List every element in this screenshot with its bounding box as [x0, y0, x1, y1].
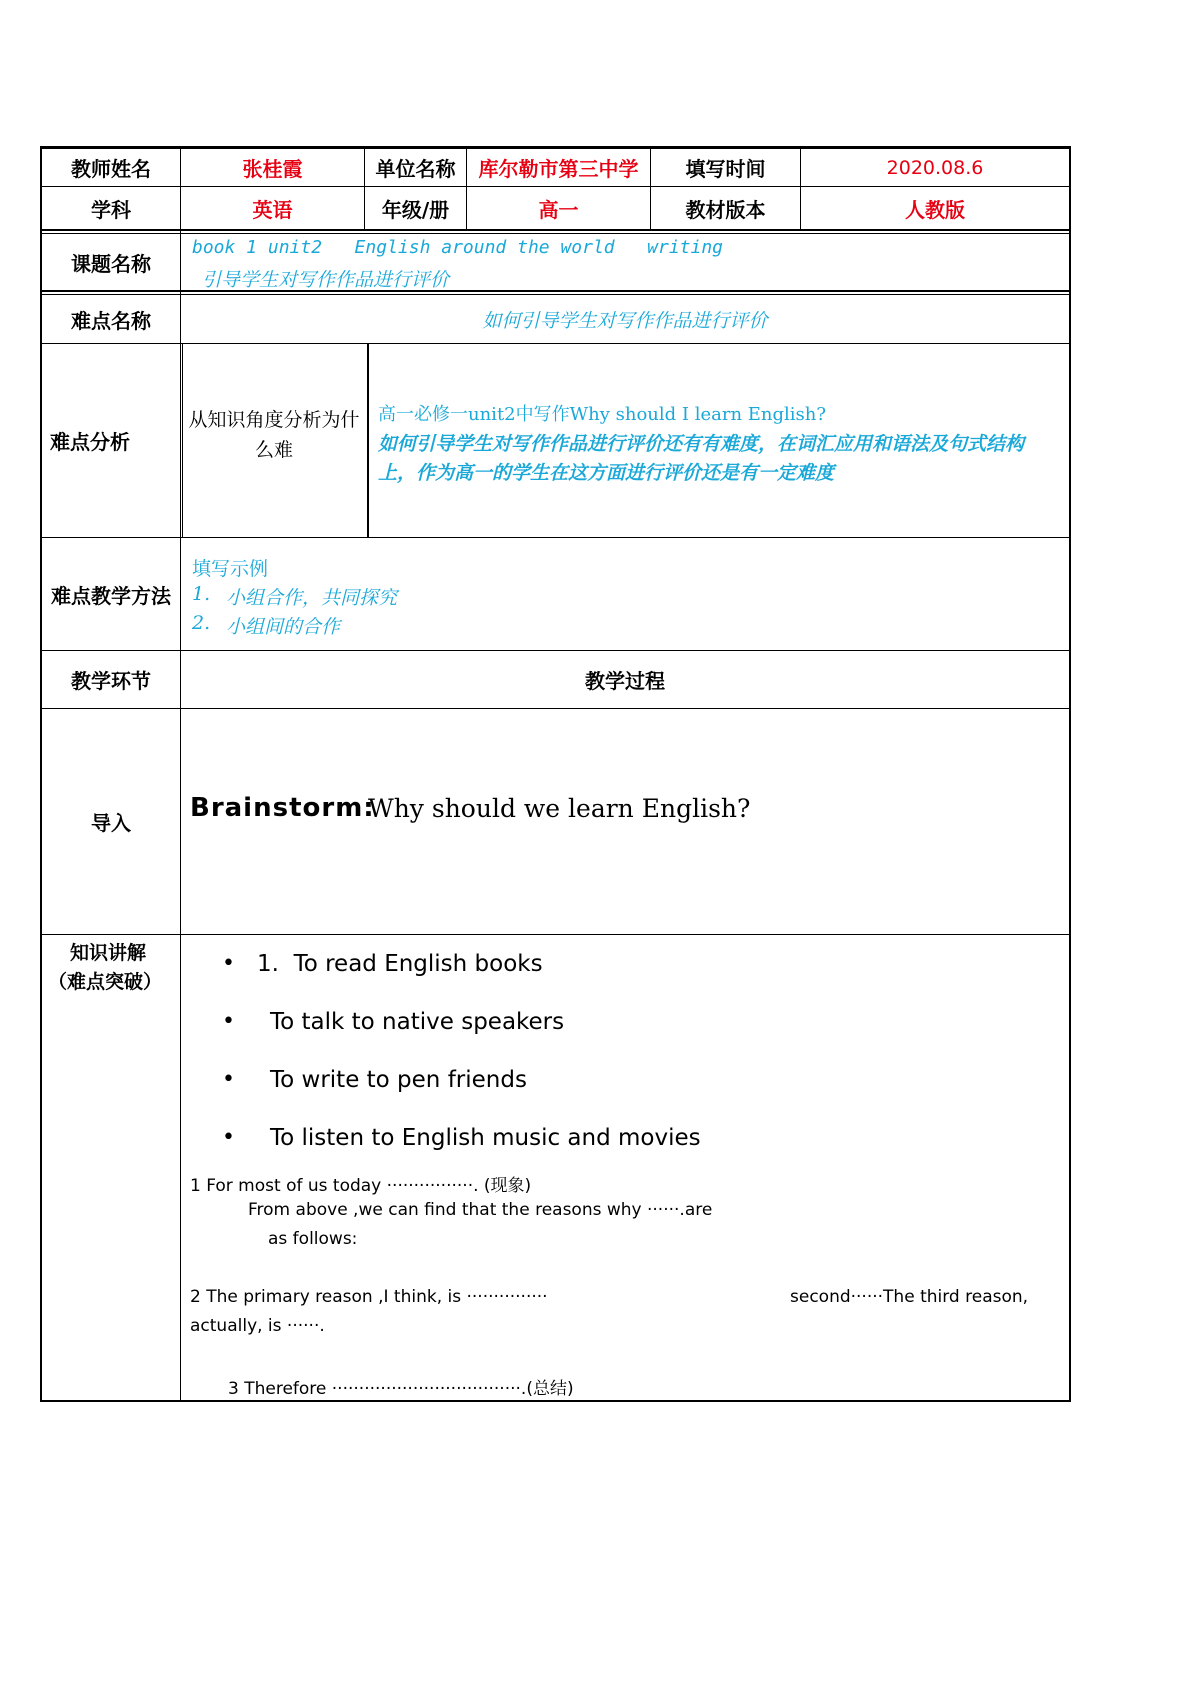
method-item-number: 2. [192, 612, 211, 634]
row-divider [40, 343, 1071, 344]
method-item: 小组间的合作 [226, 616, 341, 638]
fill-date-value: 2020.08.6 [886, 156, 984, 179]
template-sentence-2-right: second······The third reason, [790, 1287, 1029, 1307]
template-sentence-1-cont: From above ,we can find that the reasons why ······.are [248, 1200, 713, 1220]
method-label: 难点教学方法 [51, 583, 171, 608]
analysis-line-2: 如何引导学生对写作作品进行评价还有有难度，在词汇应用和语法及句式结构 [378, 433, 1025, 455]
subject-value: 英语 [252, 197, 293, 222]
topic-label: 课题名称 [71, 251, 151, 276]
table-right-border [1069, 146, 1071, 1402]
school-value: 库尔勒市第三中学 [478, 157, 639, 181]
reason-bullet: To write to pen friends [270, 1067, 527, 1093]
knowledge-label-line1: 知识讲解 [70, 942, 147, 964]
reason-bullet: 1. To read English books [257, 951, 543, 977]
difficulty-label: 难点名称 [71, 308, 151, 333]
analysis-label: 难点分析 [50, 430, 130, 454]
analysis-knowledge-perspective: 从知识角度分析为什么难 [188, 409, 360, 461]
method-item-number: 1. [192, 583, 211, 605]
analysis-column-divider [367, 343, 369, 537]
analysis-line-1: 高一必修一unit2中写作Why should I learn English? [378, 404, 827, 425]
textbook-edition-value: 人教版 [905, 197, 965, 222]
teacher-name-label: 教师姓名 [71, 157, 151, 181]
bullet-dot: • [222, 951, 235, 976]
topic-title-line: book 1 unit2 English around the world writing [192, 237, 724, 258]
fill-date-label: 填写时间 [685, 157, 766, 181]
row-divider [40, 233, 1071, 234]
method-example-heading: 填写示例 [192, 558, 269, 580]
row-divider [40, 537, 1071, 538]
teacher-name-value: 张桂霞 [242, 157, 303, 181]
topic-subtitle-line: 引导学生对写作作品进行评价 [202, 269, 450, 291]
row-divider [40, 290, 1071, 292]
template-sentence-3: 3 Therefore ···································.(总结) [228, 1379, 574, 1399]
analysis-line-3: 上，作为高一的学生在这方面进行评价还是有一定难度 [378, 462, 835, 484]
row-divider [40, 934, 1071, 935]
brainstorm-question: Why should we learn English? [368, 794, 751, 823]
subject-label: 学科 [91, 197, 131, 222]
difficulty-value: 如何引导学生对写作作品进行评价 [482, 309, 768, 332]
knowledge-label-line2: （难点突破） [48, 971, 163, 993]
template-sentence-2-cont: actually, is ······. [190, 1316, 325, 1336]
row-divider [40, 229, 1071, 231]
template-sentence-1-cont: as follows: [268, 1229, 358, 1249]
bullet-dot: • [222, 1125, 235, 1150]
school-label: 单位名称 [375, 157, 456, 181]
grade-label: 年级/册 [381, 197, 450, 222]
label-column-divider [182, 343, 183, 537]
teaching-process-header: 教学过程 [585, 669, 665, 693]
reason-bullet: To talk to native speakers [270, 1009, 565, 1035]
teaching-stage-header: 教学环节 [71, 669, 151, 693]
row-divider [40, 708, 1071, 709]
textbook-edition-label: 教材版本 [685, 197, 766, 222]
bullet-dot: • [222, 1067, 235, 1092]
grade-value: 高一 [538, 197, 579, 222]
template-sentence-1: 1 For most of us today ················. (现象) [190, 1176, 532, 1196]
template-sentence-2: 2 The primary reason ,I think, is ··············· [190, 1287, 548, 1307]
table-bottom-border [40, 1400, 1071, 1402]
bullet-dot: • [222, 1009, 235, 1034]
reason-bullet: To listen to English music and movies [270, 1125, 701, 1151]
intro-label: 导入 [91, 811, 131, 835]
brainstorm-keyword: Brainstorm: [190, 793, 375, 823]
method-item: 小组合作，共同探究 [226, 587, 398, 609]
